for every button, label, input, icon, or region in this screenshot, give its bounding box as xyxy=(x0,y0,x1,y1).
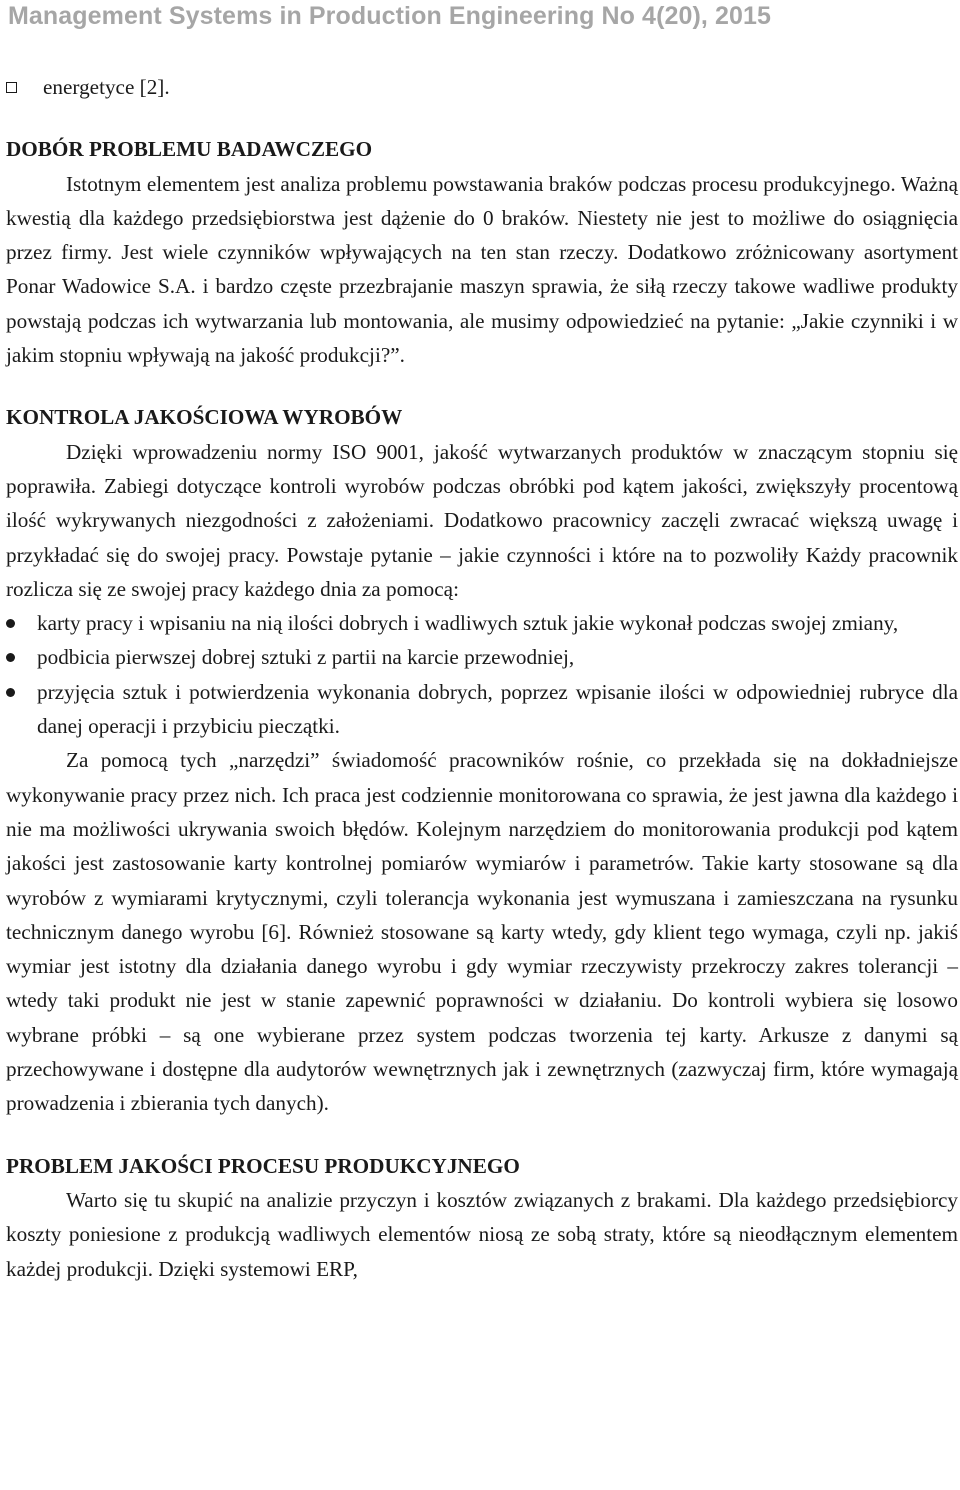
paragraph: Istotnym elementem jest analiza problemu powstawania braków podczas procesu produkcyjnego. Ważną kwestią dla każdego przedsiębiorstwa jest dążenie do 0 braków. Niestety nie jest to możliwe do osiągnięcia przez firmy. Jest wiele czynników wpływających na ten stan rzeczy. Dodatkowo zróżnicowany asortyment Ponar Wadowice S.A. i bardzo częste przezbrajanie maszyn sprawia, że siłą rzeczy takowe wadliwe produkty powstają podczas ich wytwarzania lub montowania, ale musimy odpowiedzieć na pytanie: „Jakie czynniki i w jakim stopniu wpływają na jakość produkcji?”. xyxy=(6,171,958,368)
paragraph: Za pomocą tych „narzędzi” świadomość pracowników rośnie, co przekłada się na dokładniejsze wykonywanie pracy przez nich. Ich praca jest codziennie monitorowana co sprawia, że jest jawna dla każdego i nie ma możliwości ukrywania swoich błędów. Kolejnym narzędziem do monitorowania produkcji pod kątem jakości jest zastosowanie karty kontrolnej pomiarów wymiarów i parametrów. Takie karty stosowane są dla wyrobów z wymiarami krytycznymi, czyli tolerancja wykonania jest wymuszana i zamieszczana na rysunku technicznym danego wyrobu [6]. Również stosowane są karty wtedy, gdy klient tego wymaga, czyli np. jakiś wymiar jest istotny dla działania danego wyrobu i gdy wymiar rzeczywisty przekroczy zakres tolerancji – wtedy taki produkt nie jest w stanie zapewnić poprawności w działaniu. Do kontroli wybiera się losowo wybrane próbki – są one wybierane przez system podczas tworzenia tej karty. Arkusze z danymi są przechowywane i dostępne dla audytorów wewnętrznych jak i zewnętrznych (zazwyczaj firm, które wymagają prowadzenia i zbierania tych danych). xyxy=(6,748,958,1116)
bullet-dot-icon xyxy=(6,619,15,628)
list-item xyxy=(6,675,958,744)
list-item xyxy=(6,70,958,104)
list-item-text: podbicia pierwszej dobrej sztuki z partii na karcie przewodniej, xyxy=(37,645,575,670)
list-item-text: energetyce [2]. xyxy=(43,75,170,99)
section-heading: DOBÓR PROBLEMU BADAWCZEGO xyxy=(6,137,373,162)
checkbox-square-icon xyxy=(6,82,17,93)
paragraph: Warto się tu skupić na analizie przyczyn i kosztów związanych z brakami. Dla każdego przedsiębiorcy koszty poniesione z produkcją wadliwych elementów niosą ze sobą straty, które są nieodłącznym elementem każdej produkcji. Dzięki systemowi ERP, xyxy=(6,1187,958,1281)
section-heading: KONTROLA JAKOŚCIOWA WYROBÓW xyxy=(6,405,403,430)
section-heading: PROBLEM JAKOŚCI PROCESU PRODUKCYJNEGO xyxy=(6,1153,520,1178)
list-item xyxy=(6,640,958,674)
journal-header: Management Systems in Production Engineering No 4(20), 2015 xyxy=(8,2,772,30)
bullet-dot-icon xyxy=(6,688,15,697)
list-item xyxy=(6,606,958,640)
bullet-dot-icon xyxy=(6,653,15,662)
paragraph: Dzięki wprowadzeniu normy ISO 9001, jakość wytwarzanych produktów w znaczącym stopniu się poprawiła. Zabiegi dotyczące kontroli wyrobów podczas obróbki pod kątem jakości, zwiększyły procentową ilość wykrywanych niezgodności z założeniami. Dodatkowo pracownicy zaczęli zwracać większą uwagę i przykładać się do swojej pracy. Powstaje pytanie – jakie czynności i które na to pozwoliły Każdy pracownik rozlicza się ze swojej pracy każdego dnia za pomocą: xyxy=(6,439,958,601)
article-body xyxy=(6,70,958,1286)
list-item-text: karty pracy i wpisaniu na nią ilości dobrych i wadliwych sztuk jakie wykonał podczas swojej zmiany, xyxy=(37,611,899,636)
list-item-text: przyjęcia sztuk i potwierdzenia wykonania dobrych, poprzez wpisanie ilości w odpowiedniej rubryce dla danej operacji i przybiciu pieczątki. xyxy=(37,679,958,739)
